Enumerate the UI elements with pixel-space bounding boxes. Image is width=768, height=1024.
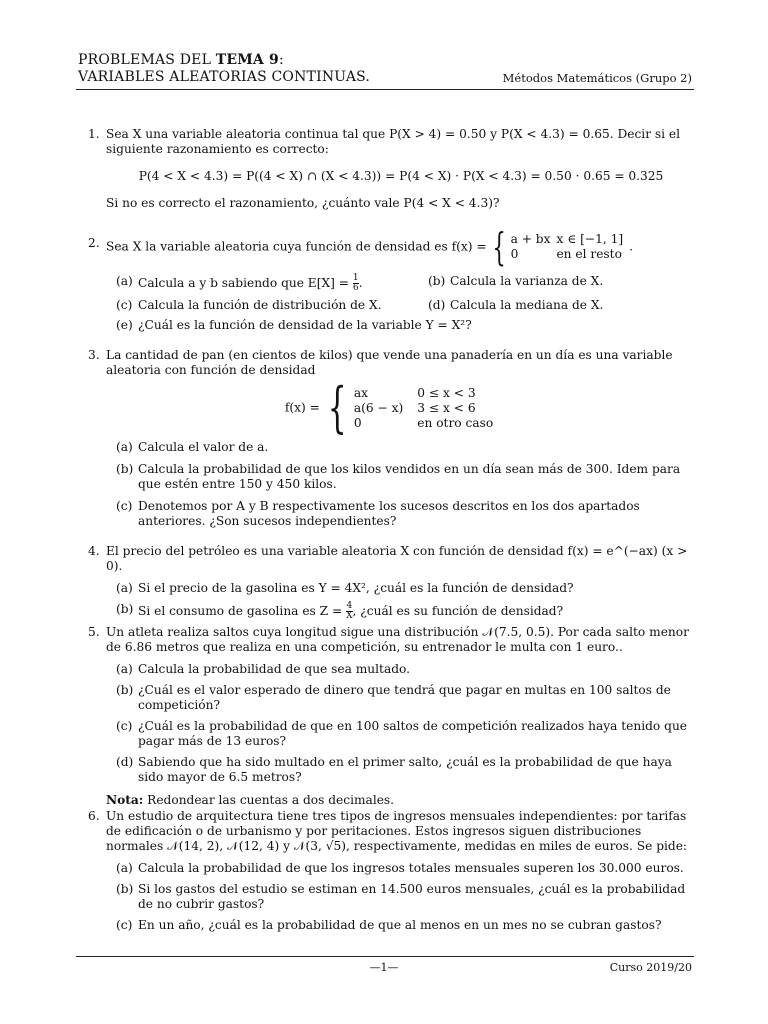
problem-question: Si no es correcto el razonamiento, ¿cuánto vale P(4 < X < 4.3)? — [106, 196, 500, 210]
fraction: $\frac{4}{X}$ — [346, 601, 353, 621]
problem-number: 5. — [88, 625, 100, 639]
subitem-a: (a) Calcula a y b sabiendo que E[X] = $\frac{1}{6}$ . — [116, 273, 363, 293]
problem-5 — [88, 625, 696, 808]
subitem-c: (c) Denotemos por A y B respectivamente los sucesos descritos en los dos apartados anteriores. ¿Son sucesos independientes? — [116, 499, 640, 528]
brace-symbol: { — [491, 225, 506, 269]
subitem-b: (b) Si el consumo de gasolina es Z = $\frac{4}{X}$ , ¿cuál es su función de densidad? — [116, 601, 564, 621]
brace-symbol: { — [327, 376, 347, 439]
problem-number: 3. — [88, 348, 100, 362]
piecewise-definition: a + bx x ∈ [−1, 1] 0 en el resto — [510, 232, 624, 261]
subitem-a: (a) Calcula la probabilidad de que los ingresos totales mensuales superen los 30.000 euros. — [116, 861, 684, 875]
subitem-a: (a) Calcula el valor de a. — [116, 440, 269, 454]
display-equation: f(x) = { ax 0 ≤ x < 3 a(6 − x) 3 ≤ x < 6 0 en otro caso — [88, 381, 696, 435]
problem-text: El precio del petróleo es una variable aleatoria X con función de densidad f(x) = e^(−ax) (x > 0). — [106, 544, 688, 573]
problem-4 — [88, 544, 696, 621]
subitem-a: (a) Calcula la probabilidad de que sea multado. — [116, 662, 411, 676]
problem-text: Sea X una variable aleatoria continua tal que P(X > 4) = 0.50 y P(X < 4.3) = 0.65. Decir si el siguiente razonamiento es correcto: — [106, 127, 681, 156]
subitem-d: (d) Sabiendo que ha sido multado en el primer salto, ¿cuál es la probabilidad de que haya sido mayor de 6.5 metros? — [116, 755, 672, 784]
subitem-c: (c) ¿Cuál es la probabilidad de que en 100 saltos de competición realizados haya tenido que pagar más de 13 euros? — [116, 719, 688, 748]
subitem-b: (b) Si los gastos del estudio se estiman en 14.500 euros mensuales, ¿cuál es la probabilidad de no cubrir gastos? — [116, 882, 686, 911]
problem-2 — [88, 225, 696, 333]
problem-text: Un estudio de arquitectura tiene tres tipos de ingresos mensuales independientes: por tarifas de edificación o de urbanismo y por peritaciones. Estos ingresos siguen distribuciones normales 𝒩(14, 2), 𝒩(12, 4) y 𝒩(3, √5), respectivamente, medidas en miles de euros. Se pide: — [106, 809, 688, 853]
fraction: $\frac{1}{6}$ — [352, 273, 359, 293]
page-number: —1— — [369, 961, 399, 974]
problem-3 — [88, 348, 696, 529]
subitem-row — [116, 274, 696, 293]
subitem-a: (a) Si el precio de la gasolina es Y = 4X², ¿cuál es la función de densidad? — [116, 581, 574, 595]
subitem-d: (d) Calcula la mediana de X. — [428, 298, 604, 312]
problem-text: Sea X la variable aleatoria cuya función de densidad es f(x) = { a + bx x ∈ [−1, 1] 0 en el resto. — [106, 225, 633, 269]
problem-1 — [88, 127, 696, 211]
subitem-b: (b) Calcula la varianza de X. — [428, 274, 604, 288]
problem-number: 1. — [88, 127, 100, 141]
header-title-line2: VARIABLES ALEATORIAS CONTINUAS. — [78, 69, 371, 85]
note: Nota: Redondear las cuentas a dos decimales. — [106, 793, 395, 807]
subitem-b: (b) Calcula la probabilidad de que los kilos vendidos en un día sean más de 300. Idem para que estén entre 150 y 450 kilos. — [116, 462, 681, 491]
header-title-line1: PROBLEMAS DEL TEMA 9: — [78, 52, 284, 68]
subitem-c: (c) En un año, ¿cuál es la probabilidad de que al menos en un mes no se cubran gastos? — [116, 918, 662, 932]
header-course-name: Métodos Matemáticos (Grupo 2) — [502, 71, 692, 85]
subitem-b: (b) ¿Cuál es el valor esperado de dinero que tendrá que pagar en multas en 100 saltos de competición? — [116, 683, 671, 712]
header-rule — [76, 89, 694, 90]
problem-number: 4. — [88, 544, 100, 558]
subitem-row — [116, 298, 696, 313]
footer-rule — [76, 956, 694, 957]
problem-text: La cantidad de pan (en cientos de kilos) que vende una panadería en un día es una variable aleatoria con función de densidad — [106, 348, 673, 377]
display-equation: P(4 < X < 4.3) = P((4 < X) ∩ (X < 4.3)) = P(4 < X) · P(X < 4.3) = 0.50 · 0.65 = 0.325 — [138, 169, 664, 183]
problem-statement: Sea X la variable aleatoria cuya función de densidad es f(x) = — [106, 239, 487, 254]
problem-number: 2. — [88, 236, 100, 250]
piecewise-definition: ax 0 ≤ x < 3 a(6 − x) 3 ≤ x < 6 0 en otro caso — [353, 385, 494, 430]
problem-6 — [88, 809, 696, 933]
course-year: Curso 2019/20 — [609, 961, 692, 974]
problem-text: Un atleta realiza saltos cuya longitud sigue una distribución 𝒩(7.5, 0.5). Por cada salto menor de 6.86 metros que realiza en una competición, su entrenador le multa con 1 euro.. — [106, 625, 689, 654]
subitem-e: (e) ¿Cuál es la función de densidad de la variable Y = X²? — [116, 318, 472, 332]
subitem-c: (c) Calcula la función de distribución de X. — [116, 298, 382, 312]
document-header — [78, 52, 370, 86]
problem-number: 6. — [88, 809, 100, 823]
